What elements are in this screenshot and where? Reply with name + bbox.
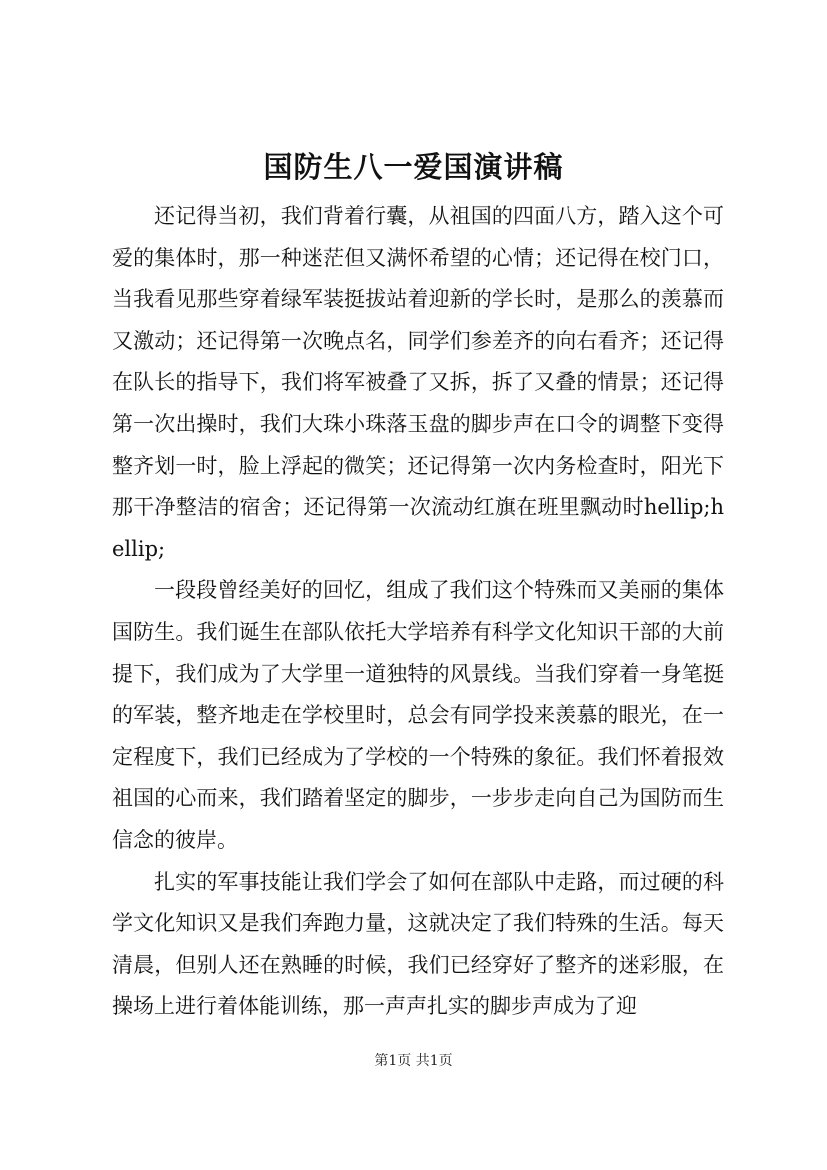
paragraph-1: 还记得当初，我们背着行囊，从祖国的四面八方，踏入这个可爱的集体时，那一种迷茫但又满怀希望的心情；还记得在校门口，当我看见那些穿着绿军装挺拔站着迎新的学长时，是那么的羡慕而又激动；还记得第一次晚点名，同学们参差齐的向右看齐；还记得在队长的指导下，我们将军被叠了又拆，拆了又叠的情景；还记得第一次出操时，我们大珠小珠落玉盘的脚步声在口令的调整下变得整齐划一时，脸上浮起的微笑；还记得第一次内务检查时，阳光下那干净整洁的宿舍；还记得第一次流动红旗在班里飘动时hellip;hellip; bbox=[112, 204, 724, 561]
paragraph-3: 扎实的军事技能让我们学会了如何在部队中走路，而过硬的科学文化知识又是我们奔跑力量，这就决定了我们特殊的生活。每天清晨，但别人还在熟睡的时候，我们已经穿好了整齐的迷彩服，在操场上进行着体能训练，那一声声扎实的脚步声成为了迎 bbox=[112, 869, 724, 1019]
document-body bbox=[112, 196, 724, 1028]
document-title: 国防生八一爱国演讲稿 bbox=[263, 150, 564, 184]
paragraph-2: 一段段曾经美好的回忆，组成了我们这个特殊而又美丽的集体国防生。我们诞生在部队依托大学培养有科学文化知识干部的大前提下，我们成为了大学里一道独特的风景线。当我们穿着一身笔挺的军装，整齐地走在学校里时，总会有同学投来羡慕的眼光，在一定程度下，我们已经成为了学校的一个特殊的象征。我们怀着报效祖国的心而来，我们踏着坚定的脚步，一步步走向自己为国防而生信念的彼岸。 bbox=[112, 578, 724, 852]
page-number-footer: 第1页 共1页 bbox=[374, 1053, 453, 1069]
